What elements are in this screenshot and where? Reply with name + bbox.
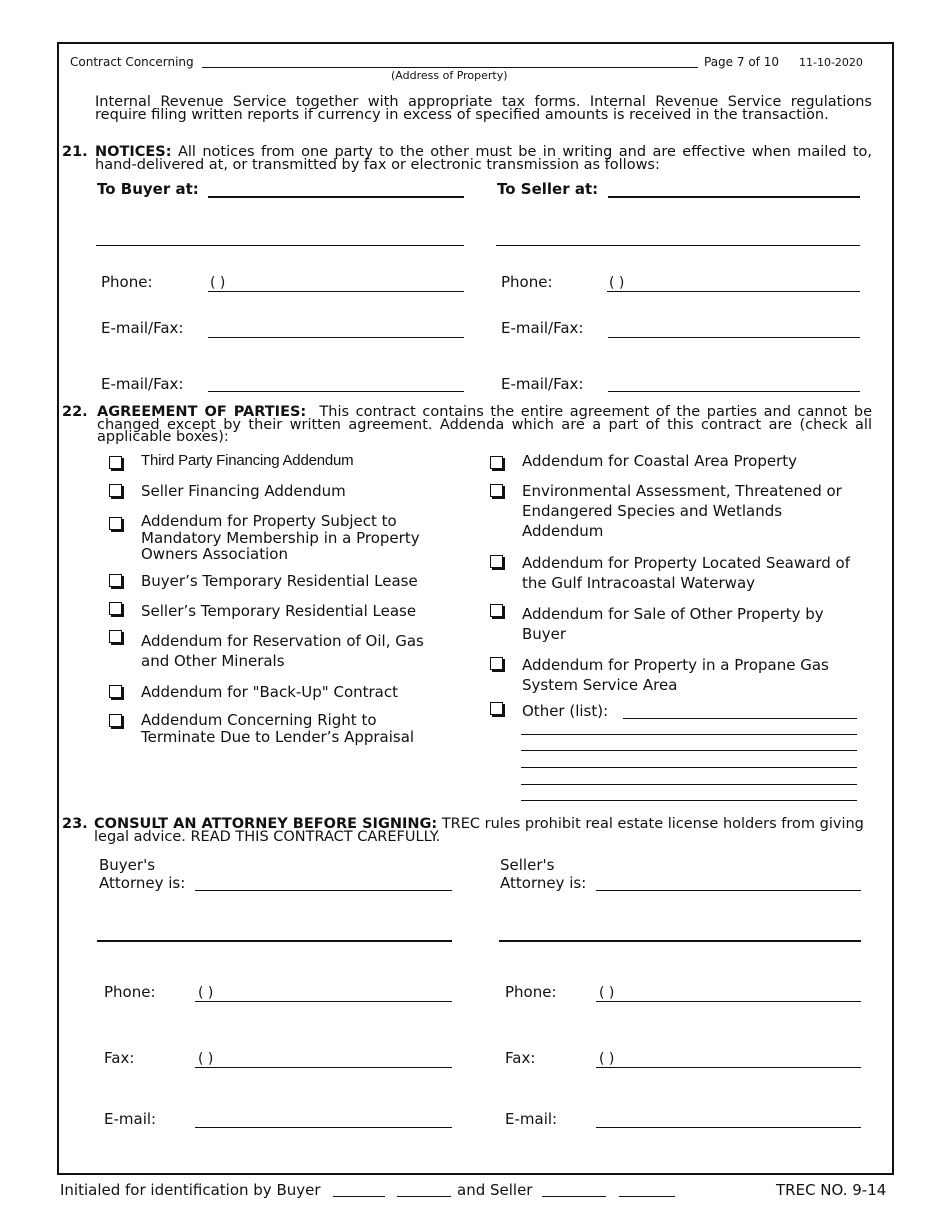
contract-concerning-label: Contract Concerning (70, 55, 194, 69)
checkbox-sellers-temporary-lease[interactable] (109, 602, 122, 615)
buyers-attorney-email-label: E-mail: (104, 1110, 157, 1128)
option-sale-of-other-property: Addendum for Sale of Other Property by Buyer (522, 605, 824, 643)
section-22-number: 22. (62, 404, 88, 420)
seller-initial-line-2[interactable] (619, 1196, 675, 1197)
checkbox-environmental-assessment[interactable] (490, 484, 503, 497)
seller-phone-line[interactable] (607, 291, 860, 292)
sellers-attorney-fax-label: Fax: (505, 1049, 536, 1067)
page-number: Page 7 of 10 (704, 55, 779, 69)
property-address-line[interactable] (202, 67, 698, 68)
buyers-attorney-phone-area-code: ( ) (198, 985, 214, 1001)
checkbox-third-party-financing[interactable] (109, 456, 122, 469)
sellers-attorney-fax-line[interactable] (596, 1067, 861, 1068)
section-23-number: 23. (62, 816, 88, 832)
section-21-text (95, 146, 872, 171)
seller-email-fax-label-2: E-mail/Fax: (501, 375, 584, 393)
option-property-owners-association: Addendum for Property Subject to Mandatory Membership in a Property Owners Association (141, 512, 420, 563)
other-list-line-3[interactable] (521, 750, 857, 751)
option-gulf-intracoastal-waterway: Addendum for Property Located Seaward of the Gulf Intracoastal Waterway (522, 554, 850, 592)
sellers-attorney-address-line[interactable] (499, 940, 861, 942)
option-environmental-assessment: Environmental Assessment, Threatened or Endangered Species and Wetlands Addendum (522, 482, 842, 540)
checkbox-buyers-temporary-lease[interactable] (109, 574, 122, 587)
sellers-attorney-label-line2: Attorney is: (500, 874, 587, 892)
buyers-attorney-fax-line[interactable] (195, 1067, 452, 1068)
section-22-text (97, 406, 872, 444)
buyer-email-fax-label-2: E-mail/Fax: (101, 375, 184, 393)
buyer-email-fax-label-1: E-mail/Fax: (101, 319, 184, 337)
checkbox-seller-financing[interactable] (109, 484, 122, 497)
seller-address-line-1[interactable] (608, 196, 860, 198)
to-buyer-label: To Buyer at: (97, 180, 199, 198)
option-third-party-financing: Third Party Financing Addendum (141, 452, 354, 469)
buyers-attorney-email-line[interactable] (195, 1127, 452, 1128)
sellers-attorney-phone-line[interactable] (596, 1001, 861, 1002)
initialed-label: Initialed for identification by Buyer (60, 1181, 321, 1199)
other-list-line-6[interactable] (521, 800, 857, 801)
buyers-attorney-line[interactable] (195, 890, 452, 891)
seller-phone-area-code: ( ) (609, 275, 625, 291)
sellers-attorney-line[interactable] (596, 890, 861, 891)
seller-phone-label: Phone: (501, 273, 553, 291)
sellers-attorney-phone-area-code: ( ) (599, 985, 615, 1001)
option-lenders-appraisal: Addendum Concerning Right to Terminate Due to Lender’s Appraisal (141, 711, 415, 746)
buyer-phone-line[interactable] (208, 291, 464, 292)
other-list-line-5[interactable] (521, 784, 857, 785)
buyer-email-fax-line-2[interactable] (208, 391, 464, 392)
buyer-phone-area-code: ( ) (210, 275, 226, 291)
sellers-attorney-fax-area-code: ( ) (599, 1051, 615, 1067)
other-list-line-1[interactable] (623, 718, 857, 719)
buyer-email-fax-line-1[interactable] (208, 337, 464, 338)
sellers-attorney-email-label: E-mail: (505, 1110, 558, 1128)
option-sellers-temporary-lease: Seller’s Temporary Residential Lease (141, 602, 417, 620)
form-date: 11-10-2020 (799, 56, 863, 69)
buyer-initial-line-1[interactable] (333, 1196, 385, 1197)
sellers-attorney-label-line1: Seller's (500, 856, 555, 874)
seller-email-fax-line-2[interactable] (608, 391, 860, 392)
buyers-attorney-phone-line[interactable] (195, 1001, 452, 1002)
section-21-body: All notices from one party to the other must be in writing and are effective when mailed to, hand-delivered at, or transmitted by fax or electronic transmission as follows: (95, 144, 873, 173)
option-back-up-contract: Addendum for "Back-Up" Contract (141, 683, 398, 701)
to-seller-label: To Seller at: (497, 180, 599, 198)
option-seller-financing: Seller Financing Addendum (141, 482, 346, 500)
seller-email-fax-line-1[interactable] (608, 337, 860, 338)
checkbox-propane-gas-service-area[interactable] (490, 657, 503, 670)
other-list-line-4[interactable] (521, 767, 857, 768)
checkbox-lenders-appraisal[interactable] (109, 714, 122, 727)
section-23-text (94, 818, 869, 843)
buyer-address-line-1[interactable] (208, 196, 464, 198)
section-21-title: NOTICES: (95, 144, 172, 160)
buyers-attorney-fax-area-code: ( ) (198, 1051, 214, 1067)
seller-email-fax-label-1: E-mail/Fax: (501, 319, 584, 337)
address-caption: (Address of Property) (391, 69, 508, 82)
buyers-attorney-fax-label: Fax: (104, 1049, 135, 1067)
option-oil-gas-minerals: Addendum for Reservation of Oil, Gas and Other Minerals (141, 632, 424, 670)
buyer-phone-label: Phone: (101, 273, 153, 291)
checkbox-back-up-contract[interactable] (109, 685, 122, 698)
buyers-attorney-address-line[interactable] (97, 940, 452, 942)
option-coastal-area-property: Addendum for Coastal Area Property (522, 452, 798, 470)
buyer-initial-line-2[interactable] (397, 1196, 451, 1197)
sellers-attorney-email-line[interactable] (596, 1127, 861, 1128)
checkbox-property-owners-association[interactable] (109, 517, 122, 530)
seller-address-line-2[interactable] (496, 245, 860, 246)
buyer-address-line-2[interactable] (96, 245, 464, 246)
buyers-attorney-label-line2: Attorney is: (99, 874, 186, 892)
other-list-line-2[interactable] (521, 734, 857, 735)
seller-initial-line-1[interactable] (542, 1196, 606, 1197)
buyers-attorney-phone-label: Phone: (104, 983, 156, 1001)
section-23-title: CONSULT AN ATTORNEY BEFORE SIGNING: (94, 816, 438, 832)
section-22-title: AGREEMENT OF PARTIES: (97, 404, 307, 420)
form-number: TREC NO. 9-14 (776, 1181, 887, 1199)
checkbox-oil-gas-minerals[interactable] (109, 630, 122, 643)
option-propane-gas-service-area: Addendum for Property in a Propane Gas System Service Area (522, 656, 829, 694)
section-22-body: This contract contains the entire agreement of the parties and cannot be changed except by their written agreement. Addenda which are a part of this contract are (check all applicable boxes): (97, 404, 872, 445)
and-seller-label: and Seller (457, 1181, 533, 1199)
continuation-paragraph: Internal Revenue Service together with appropriate tax forms. Internal Revenue Service regulations require filing written reports if currency in excess of specified amounts is received in the transaction. (95, 94, 872, 123)
section-23-body: TREC rules prohibit real estate license holders from giving legal advice. READ THIS CONTRACT CAREFULLY. (94, 816, 864, 845)
sellers-attorney-phone-label: Phone: (505, 983, 557, 1001)
checkbox-sale-of-other-property[interactable] (490, 604, 503, 617)
option-other-list: Other (list): (522, 702, 609, 720)
section-21-number: 21. (62, 144, 88, 160)
option-buyers-temporary-lease: Buyer’s Temporary Residential Lease (141, 572, 418, 590)
buyers-attorney-label-line1: Buyer's (99, 856, 156, 874)
checkbox-other[interactable] (490, 702, 503, 715)
checkbox-gulf-intracoastal-waterway[interactable] (490, 555, 503, 568)
checkbox-coastal-area-property[interactable] (490, 456, 503, 469)
